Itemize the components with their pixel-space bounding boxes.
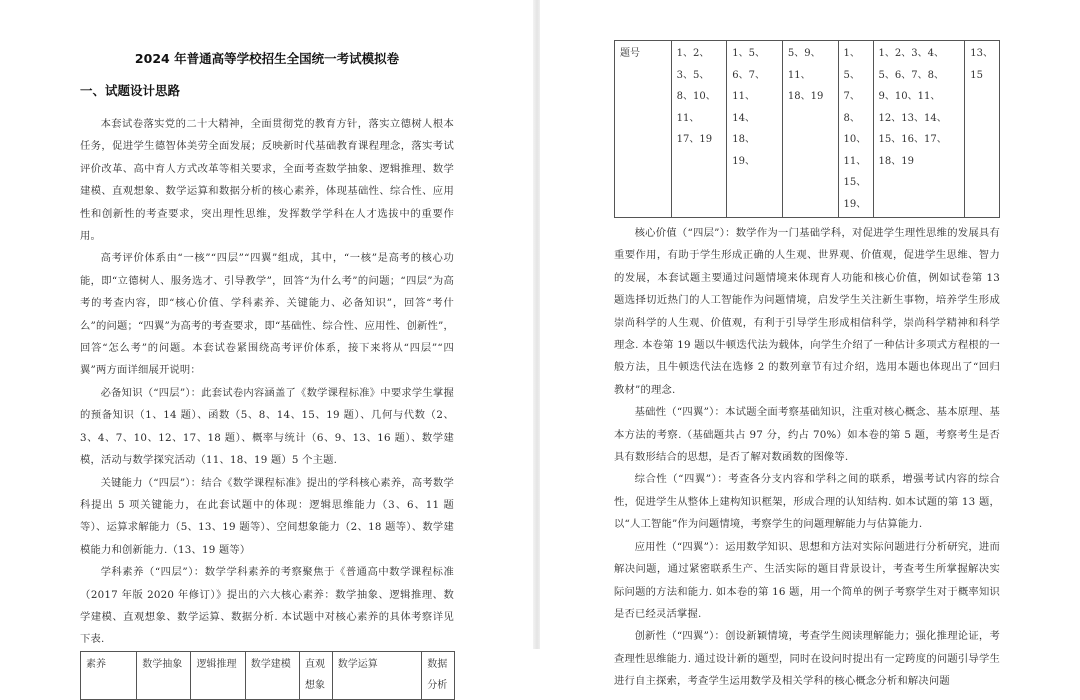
table-cell: 5、9、11、18、19 (782, 41, 838, 218)
table-cell: 1、2、3、4、5、6、7、8、9、10、11、12、13、14、15、16、17、18、19 (873, 41, 965, 218)
table-header-cell: 直观想象 (300, 651, 333, 699)
table-cell: 1、2、3、5、8、10、11、17、19 (671, 41, 727, 218)
table-row-label: 题号 (615, 41, 672, 218)
paragraph-intro: 本套试卷落实党的二十大精神，全面贯彻党的教育方针，落实立德树人根本任务，促进学生德智体美劳全面发展；反映新时代基础教育课程理念，落实考试评价改革、高中育人方式改革等相关要求，全面考查数学抽象、逻辑推理、数学建模、直观想象、数学运算和数据分析的核心素养，体现基础性、综合性、应用性和创新性的考查要求，突出理性思维，发挥数学学科在人才选拔中的重要作用。 (80, 118, 454, 243)
table-row (81, 651, 455, 699)
table-header-cell: 数学运算 (332, 651, 421, 699)
table-header-cell: 数学建模 (245, 651, 299, 699)
table-header-cell: 数据分析 (422, 651, 455, 699)
question-number-table (614, 40, 1000, 218)
section-heading: 一、试题设计思路 (80, 83, 181, 98)
table-cell: 13、15 (965, 41, 1000, 218)
table-cell: 1、5、7、8、10、11、15、19、 (838, 41, 873, 218)
paragraph-evaluation-system: 高考评价体系由“一核”“四层”“四翼”组成，其中，“一核”是高考的核心功能，即“立德树人、服务选才、引导教学”，回答“为什么考”的问题；“四层”为高考的考查内容，即“核心价值、学科素养、关键能力、必备知识”，回答“考什么”的问题；“四翼”为高考的考查要求，即“基础性、综合性、应用性、创新性”，回答“怎么考”的问题。本套试卷紧围绕高考评价体系，接下来将从“四层”“四翼”两方面详细展开说明： (80, 252, 454, 377)
paragraph-key-abilities: 关键能力（“四层”）：结合《数学课程标准》提出的学科核心素养，高考数学科提出 5 项关键能力，在此套试题中的体现：逻辑思维能力（3、6、11 题等）、运算求解能力（5、13、19 题等）、空间想象能力（2、18 题等）、数学建模能力和创新能力.（13、19 题等） (80, 476, 454, 556)
paragraph-innovative: 创新性（“四翼”）：创设新颖情境，考查学生阅读理解能力；强化推理论证，考查理性思维能力. 通过设计新的题型，同时在设问时提出有一定跨度的问题引导学生进行自主探索，考查学生运用数学及相关学科的核心概念分析和解决问题 (614, 630, 1000, 688)
paragraph-comprehensive: 综合性（“四翼”）：考查各分支内容和学科之间的联系，增强考试内容的综合性，促进学生从整体上建构知识框架，形成合理的认知结构. 如本试题的第 13 题，以“人工智能”作为问题情境，考察学生的问题理解能力与估算能力. (614, 473, 1000, 531)
table-header-cell: 数学抽象 (137, 651, 191, 699)
paragraph-essential-knowledge: 必备知识（“四层”）：此套试卷内容涵盖了《数学课程标准》中要求学生掌握的预备知识（1、14 题）、函数（5、8、14、15、19 题）、几何与代数（2、3、4、7、10、12、17、18 题）、概率与统计（6、9、13、16 题）、数学建模，活动与数学探究活动（11、18、19 题）5 个主题. (80, 386, 454, 467)
document-title: 2024 年普通高等学校招生全国统一考试模拟卷 (134, 51, 400, 66)
table-cell: 1、5、6、7、11、14、18、19、 (727, 41, 783, 218)
right-page (540, 0, 1080, 688)
paragraph-core-values: 核心价值（“四层”）：数学作为一门基础学科，对促进学生理性思维的发展具有重要作用，有助于学生形成正确的人生观、世界观、价值观，促进学生思维、智力的发展，本套试题主要通过问题情境来体现育人功能和核心价值，例如试卷第 13 题选择切近热门的人工智能作为问题情境，启发学生关注新生事物，培养学生形成崇尚科学的人生观、价值观，有利于引导学生形成相信科学，崇尚科学精神和科学理念. 本卷第 19 题以牛顿迭代法为载体，向学生介绍了一种估计多项式方程根的一般方法，且牛顿迭代法在选修 2 的数列章节有过介绍，选用本题也体现出了“回归教材”的理念. (614, 227, 1000, 396)
paragraph-applied: 应用性（“四翼”）：运用数学知识、思想和方法对实际问题进行分析研究，进而解决问题，通过紧密联系生产、生活实际的题目背景设计，考查考生所掌握解决实际问题的方法和能力. 如本卷的第 16 题，用一个简单的例子考察学生对于概率知识是否已经灵活掌握. (614, 540, 1000, 620)
paragraph-subject-literacy: 学科素养（“四层”）：数学学科素养的考察聚焦于《普通高中数学课程标准（2017 年版 2020 年修订）》提出的六大核心素养：数学抽象、逻辑推理、数学建模、直观想象、数学运算、数据分析. 本试题中对核心素养的具体考察详见下表. (80, 566, 454, 646)
literacy-table (80, 651, 455, 700)
table-row (615, 41, 1000, 218)
table-header-cell: 逻辑推理 (191, 651, 245, 699)
table-header-cell: 素养 (81, 651, 137, 699)
left-page (0, 0, 535, 692)
paragraph-foundational: 基础性（“四翼”）：本试题全面考察基础知识，注重对核心概念、基本原理、基本方法的考察.（基础题共占 97 分，约占 70%）如本卷的第 5 题，考察考生是否具有数形结合的思想，是否了解对数函数的图像等. (614, 406, 1000, 464)
